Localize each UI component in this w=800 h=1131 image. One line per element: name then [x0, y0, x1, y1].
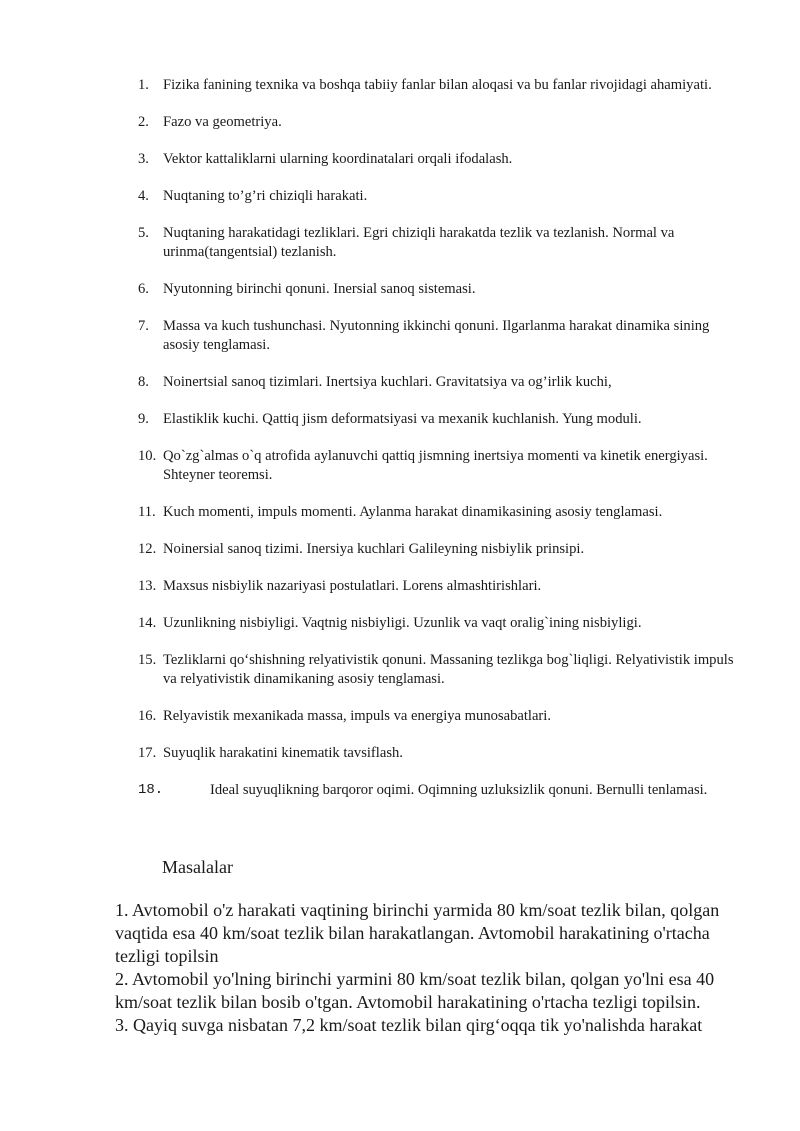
- question-text: Noinertsial sanoq tizimlari. Inertsiya kuchlari. Gravitatsiya va og’irlik kuchi,: [163, 374, 612, 390]
- question-text: Relyavistik mexanikada massa, impuls va energiya munosabatlari.: [163, 708, 551, 724]
- question-item: [138, 781, 738, 800]
- question-text: Elastiklik kuchi. Qattiq jism deformatsiyasi va mexanik kuchlanish. Yung moduli.: [163, 411, 642, 427]
- question-number: 5.: [138, 225, 149, 241]
- question-item: [138, 150, 738, 169]
- question-number: 15.: [138, 652, 157, 668]
- question-number: 4.: [138, 188, 149, 204]
- question-number: 8.: [138, 374, 149, 390]
- question-item: [138, 447, 738, 485]
- question-text: Nuqtaning to’g’ri chiziqli harakati.: [163, 188, 368, 204]
- question-number: 7.: [138, 318, 149, 334]
- question-item: [138, 224, 738, 262]
- question-number: 17.: [138, 745, 157, 761]
- question-item: [138, 503, 738, 522]
- question-item: [138, 707, 738, 726]
- question-text: Nuqtaning harakatidagi tezliklari. Egri chiziqli harakatda tezlik va tezlanish. Normal va urinma(tangentsial) tezlanish.: [163, 225, 675, 260]
- question-item: [138, 651, 738, 689]
- question-item: [138, 113, 738, 132]
- question-item: [138, 410, 738, 429]
- question-number: 10.: [138, 448, 157, 464]
- question-text: Fizika fanining texnika va boshqa tabiiy fanlar bilan aloqasi va bu fanlar rivojidagi ahamiyati.: [163, 77, 712, 93]
- problem-item: 2. Avtomobil yo'lning birinchi yarmini 80 km/soat tezlik bilan, qolgan yo'lni esa 40 km/soat tezlik bilan bosib o'tgan. Avtomobil harakatining o'rtacha tezligi topilsin.: [115, 969, 715, 1012]
- question-text: Massa va kuch tushunchasi. Nyutonning ikkinchi qonuni. Ilgarlanma harakat dinamika sining asosiy tenglamasi.: [163, 318, 710, 353]
- question-item: [138, 280, 738, 299]
- question-text: Noinersial sanoq tizimi. Inersiya kuchlari Galileyning nisbiylik prinsipi.: [163, 541, 585, 557]
- question-text: Maxsus nisbiylik nazariyasi postulatlari. Lorens almashtirishlari.: [163, 578, 542, 594]
- question-item: [138, 187, 738, 206]
- question-number: 12.: [138, 541, 157, 557]
- problem-item: 1. Avtomobil o'z harakati vaqtining birinchi yarmida 80 km/soat tezlik bilan, qolgan vaqtida esa 40 km/soat tezlik bilan harakatlangan. Avtomobil harakatining o'rtacha tezligi topilsin: [115, 900, 720, 966]
- question-text: Tezliklarni qo‘shishning relyativistik qonuni. Massaning tezlikga bog`liqligi. Relyativistik impuls va relyativistik dinamikaning asosiy tenglamasi.: [163, 652, 734, 687]
- question-number: 18.: [138, 782, 164, 798]
- question-text: Suyuqlik harakatini kinematik tavsiflash.: [163, 745, 403, 761]
- problem-list: [115, 899, 740, 1037]
- question-item: [138, 317, 738, 355]
- question-item: [138, 744, 738, 763]
- question-number: 6.: [138, 281, 149, 297]
- question-text: Nyutonning birinchi qonuni. Inersial sanoq sistemasi.: [163, 281, 476, 297]
- question-number: 2.: [138, 114, 149, 130]
- question-number: 13.: [138, 578, 157, 594]
- question-item: [138, 76, 738, 95]
- question-item: [138, 614, 738, 633]
- question-number: 11.: [138, 504, 156, 520]
- question-text: Ideal suyuqlikning barqoror oqimi. Oqimning uzluksizlik qonuni. Bernulli tenlamasi.: [210, 782, 708, 798]
- question-item: [138, 373, 738, 392]
- question-number: 9.: [138, 411, 149, 427]
- problem-item: 3. Qayiq suvga nisbatan 7,2 km/soat tezlik bilan qirg‘oqqa tik yo'nalishda harakat: [115, 1015, 703, 1035]
- question-text: Uzunlikning nisbiyligi. Vaqtnig nisbiyligi. Uzunlik va vaqt oralig`ining nisbiyligi.: [163, 615, 642, 631]
- question-text: Qo`zg`almas o`q atrofida aylanuvchi qattiq jismning inertsiya momenti va kinetik energiyasi. Shteyner teoremsi.: [163, 448, 708, 483]
- question-number: 14.: [138, 615, 157, 631]
- question-item: [138, 540, 738, 559]
- question-item: [138, 577, 738, 596]
- section-title: Masalalar: [162, 857, 233, 877]
- question-number: 16.: [138, 708, 157, 724]
- question-number: 3.: [138, 151, 149, 167]
- question-text: Kuch momenti, impuls momenti. Aylanma harakat dinamikasining asosiy tenglamasi.: [163, 504, 663, 520]
- question-list: [138, 76, 738, 818]
- question-text: Fazo va geometriya.: [163, 114, 282, 130]
- question-text: Vektor kattaliklarni ularning koordinatalari orqali ifodalash.: [163, 151, 513, 167]
- question-number: 1.: [138, 77, 149, 93]
